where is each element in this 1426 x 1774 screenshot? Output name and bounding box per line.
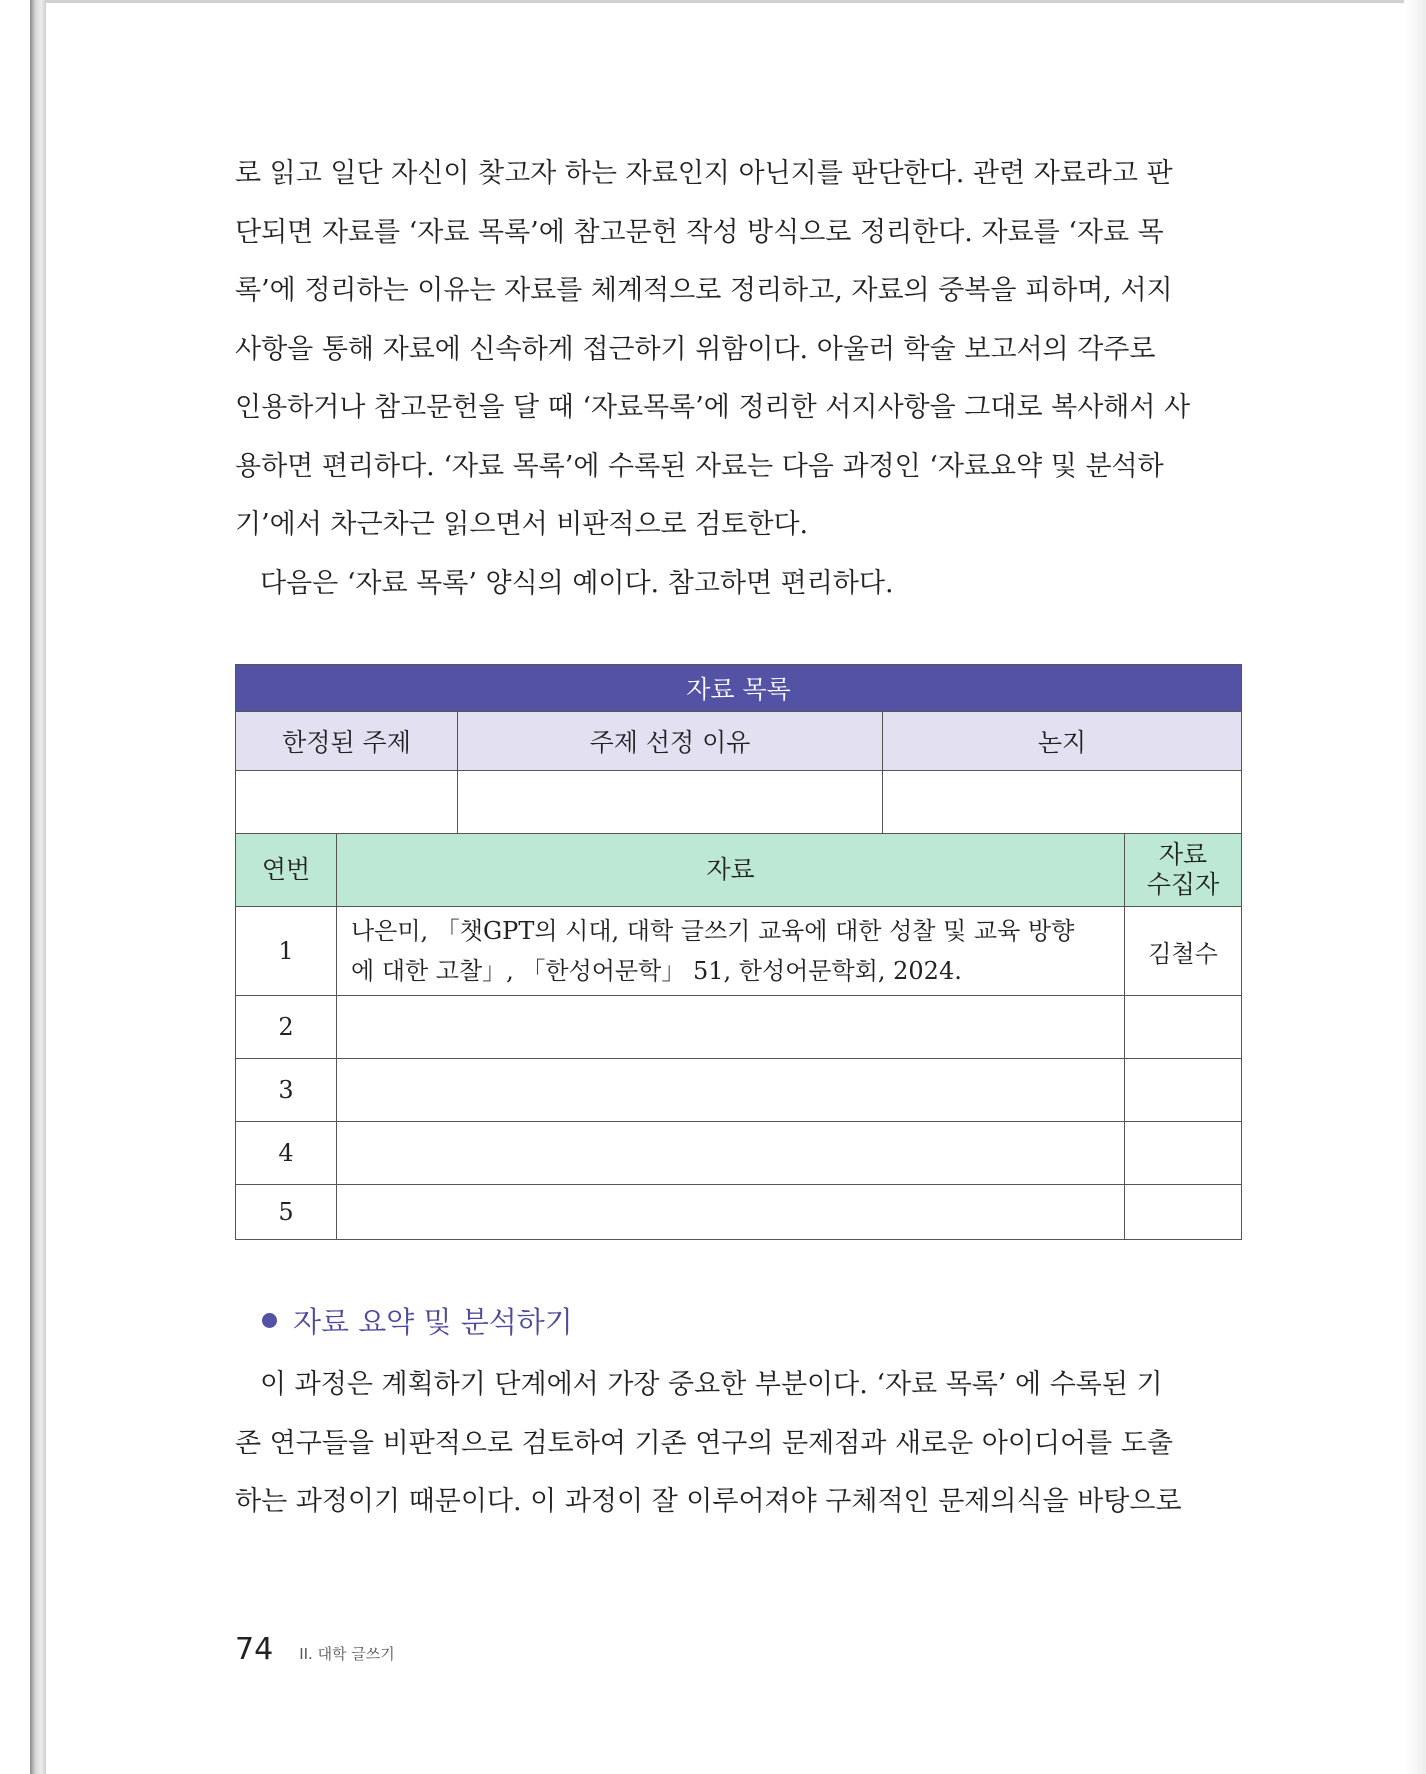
row-source[interactable]: [337, 907, 1125, 996]
row-source[interactable]: [337, 1122, 1125, 1185]
data-list-table: [235, 664, 1242, 1240]
header-collector-line: 수집자: [1146, 870, 1220, 899]
row-collector[interactable]: [1125, 1059, 1242, 1122]
paragraph-line: 존 연구들을 비판적으로 검토하여 기존 연구의 문제점과 새로운 아이디어를 도출: [235, 1427, 1173, 1459]
page-top-border: [46, 0, 1426, 3]
row-number: 3: [236, 1059, 337, 1122]
chapter-label: II. 대학 글쓰기: [299, 1645, 395, 1663]
cell-thesis[interactable]: [883, 771, 1242, 834]
header-topic-reason: 주제 선정 이유: [458, 712, 883, 771]
paragraph-line: 용하면 편리하다. ‘자료 목록’에 수록된 자료는 다음 과정인 ‘자료요약 및 분석하: [235, 450, 1164, 482]
header-number: 연번: [236, 834, 337, 907]
table-title: 자료 목록: [236, 665, 1242, 712]
paragraph-line: 사항을 통해 자료에 신속하게 접근하기 위함이다. 아울러 학술 보고서의 각주로: [235, 333, 1156, 365]
paragraph-line: 인용하거나 참고문헌을 달 때 ‘자료목록’에 정리한 서지사항을 그대로 복사해서 사: [235, 392, 1191, 423]
cell-topic-reason[interactable]: [458, 771, 883, 834]
paragraph-line: 이 과정은 계획하기 단계에서 가장 중요한 부분이다. ‘자료 목록’ 에 수록된 기: [260, 1369, 1163, 1400]
row-collector[interactable]: [1125, 996, 1242, 1059]
header-thesis: 논지: [883, 712, 1242, 771]
section-paragraph: [235, 1356, 1241, 1532]
table-row: [236, 996, 1242, 1059]
paragraph-line: 단되면 자료를 ‘자료 목록’에 참고문헌 작성 방식으로 정리한다. 자료를 ‘자료 목: [235, 216, 1164, 248]
paragraph-line: 하는 과정이기 때문이다. 이 과정이 잘 이루어져야 구체적인 문제의식을 바탕으로: [235, 1486, 1182, 1517]
cell-limited-topic[interactable]: [236, 771, 458, 834]
table-row: [236, 1122, 1242, 1185]
table-row: [236, 907, 1242, 996]
row-number: 4: [236, 1122, 337, 1185]
header-source: 자료: [337, 834, 1125, 907]
paragraph-line: 로 읽고 일단 자신이 찾고자 하는 자료인지 아닌지를 판단한다. 관련 자료라고 판: [235, 158, 1173, 189]
paragraph-line: 록’에 정리하는 이유는 자료를 체계적으로 정리하고, 자료의 중복을 피하며, 서지: [235, 275, 1173, 306]
header-collector-line: 자료: [1158, 840, 1208, 869]
paragraph-line: 기’에서 차근차근 읽으면서 비판적으로 검토한다.: [235, 509, 809, 540]
row-collector[interactable]: [1125, 1185, 1242, 1240]
source-line: 나은미, 「챗GPT의 시대, 대학 글쓰기 교육에 대한 성찰 및 교육 방향: [351, 917, 1075, 945]
table-row: [236, 1059, 1242, 1122]
header-collector: [1125, 834, 1242, 907]
body-paragraph-1: [235, 145, 1241, 555]
source-line: 에 대한 고찰」, 「한성어문학」 51, 한성어문학회, 2024.: [351, 957, 962, 985]
row-number: 5: [236, 1185, 337, 1240]
row-source[interactable]: [337, 996, 1125, 1059]
row-source[interactable]: [337, 1185, 1125, 1240]
row-collector[interactable]: 김철수: [1125, 907, 1242, 996]
paragraph-line: 다음은 ‘자료 목록’ 양식의 예이다. 참고하면 편리하다.: [260, 568, 894, 599]
page-spine-shadow: [30, 0, 46, 1774]
section-heading: [262, 1300, 573, 1341]
row-source[interactable]: [337, 1059, 1125, 1122]
body-paragraph-2: [235, 555, 1266, 614]
page-number: 74: [235, 1632, 274, 1667]
header-limited-topic: 한정된 주제: [236, 712, 458, 771]
bullet-dot-icon: [262, 1313, 277, 1328]
row-number: 2: [236, 996, 337, 1059]
page-right-shade: [1404, 0, 1426, 1774]
section-heading-text: 자료 요약 및 분석하기: [293, 1305, 573, 1339]
table-row: [236, 1185, 1242, 1240]
page-footer: [235, 1632, 395, 1667]
row-collector[interactable]: [1125, 1122, 1242, 1185]
row-number: 1: [236, 907, 337, 996]
